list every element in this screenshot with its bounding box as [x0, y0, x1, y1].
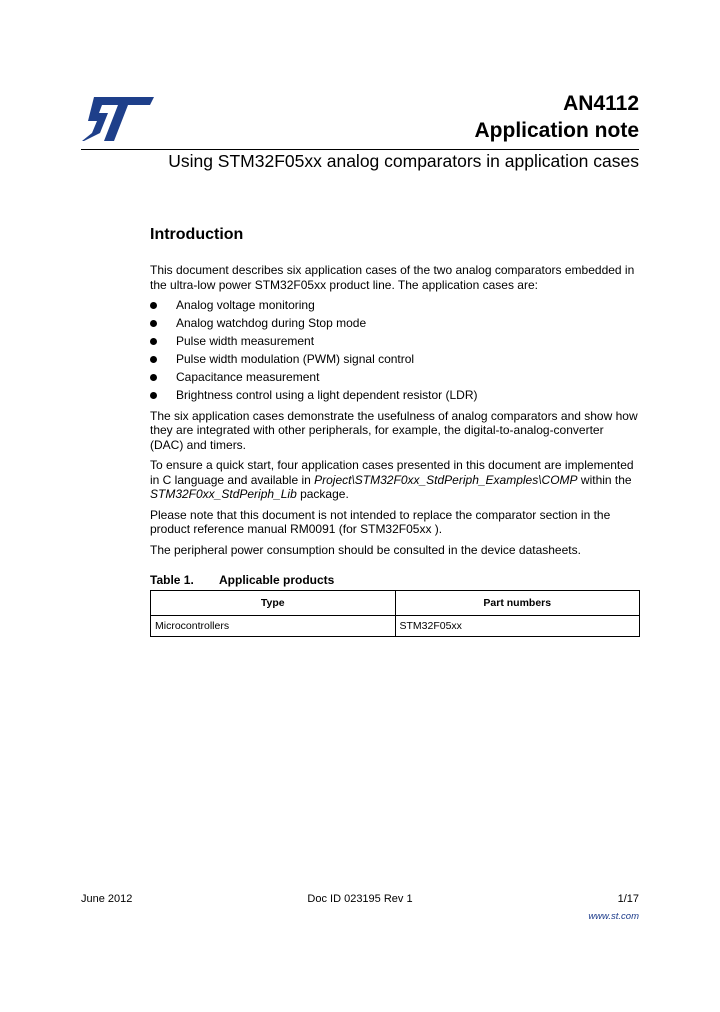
table-header-part-numbers: Part numbers [395, 590, 640, 615]
intro-paragraph: This document describes six application cases of the two analog comparators embedded in the ultra-low power STM32F05xx product line. The application cases are: [150, 263, 635, 292]
document-number: AN4112 [563, 92, 639, 115]
bullet-icon [150, 302, 157, 309]
list-item: Capacitance measurement [150, 370, 640, 385]
table-caption [150, 573, 640, 588]
list-item: Pulse width modulation (PWM) signal control [150, 352, 640, 367]
note-paragraph: Please note that this document is not intended to replace the comparator section in the product reference manual RM0091 (for STM32F05xx ). [150, 507, 611, 536]
applicable-products-table [150, 590, 640, 637]
list-item: Brightness control using a light dependent resistor (LDR) [150, 388, 640, 403]
bullet-icon [150, 392, 157, 399]
document-type: Application note [474, 119, 639, 142]
application-list [150, 298, 640, 403]
table-cell: STM32F05xx [395, 615, 640, 636]
usefulness-paragraph: The six application cases demonstrate the usefulness of analog comparators and show how they are integrated with other peripherals, for example, the digital-to-analog-converter (DAC) and timers. [150, 408, 638, 452]
library-name: STM32F0xx_StdPeriph_Lib [150, 487, 297, 501]
power-paragraph: The peripheral power consumption should be consulted in the device datasheets. [150, 542, 581, 557]
document-subtitle: Using STM32F05xx analog comparators in application cases [168, 151, 639, 171]
bullet-icon [150, 374, 157, 381]
quick-start-paragraph: To ensure a quick start, four application cases presented in this document are implemented in C language and available in Project\STM32F0xx_StdPeriph_Examples\COMP within the STM32F0xx_StdPeriph_Lib package. [150, 458, 634, 501]
table-header-type: Type [151, 590, 396, 615]
table-caption-label: Table 1. [150, 573, 194, 587]
table-row [151, 615, 640, 636]
footer-date: June 2012 [81, 893, 133, 905]
bullet-icon [150, 320, 157, 327]
list-item: Pulse width measurement [150, 334, 640, 349]
footer-page-number: 1/17 [617, 893, 639, 905]
section-heading: Introduction [150, 226, 244, 243]
project-path: Project\STM32F0xx_StdPeriph_Examples\COMP [314, 472, 578, 487]
table-cell: Microcontrollers [151, 615, 396, 636]
st-logo-icon [80, 95, 156, 143]
list-item: Analog voltage monitoring [150, 298, 640, 313]
table-caption-title: Applicable products [219, 573, 335, 587]
main-content [150, 225, 640, 637]
footer-doc-id: Doc ID 023195 Rev 1 [307, 893, 413, 905]
table-header-row [151, 590, 640, 615]
bullet-icon [150, 356, 157, 363]
bullet-icon [150, 338, 157, 345]
website-link[interactable]: www.st.com [588, 911, 639, 922]
list-item: Analog watchdog during Stop mode [150, 316, 640, 331]
